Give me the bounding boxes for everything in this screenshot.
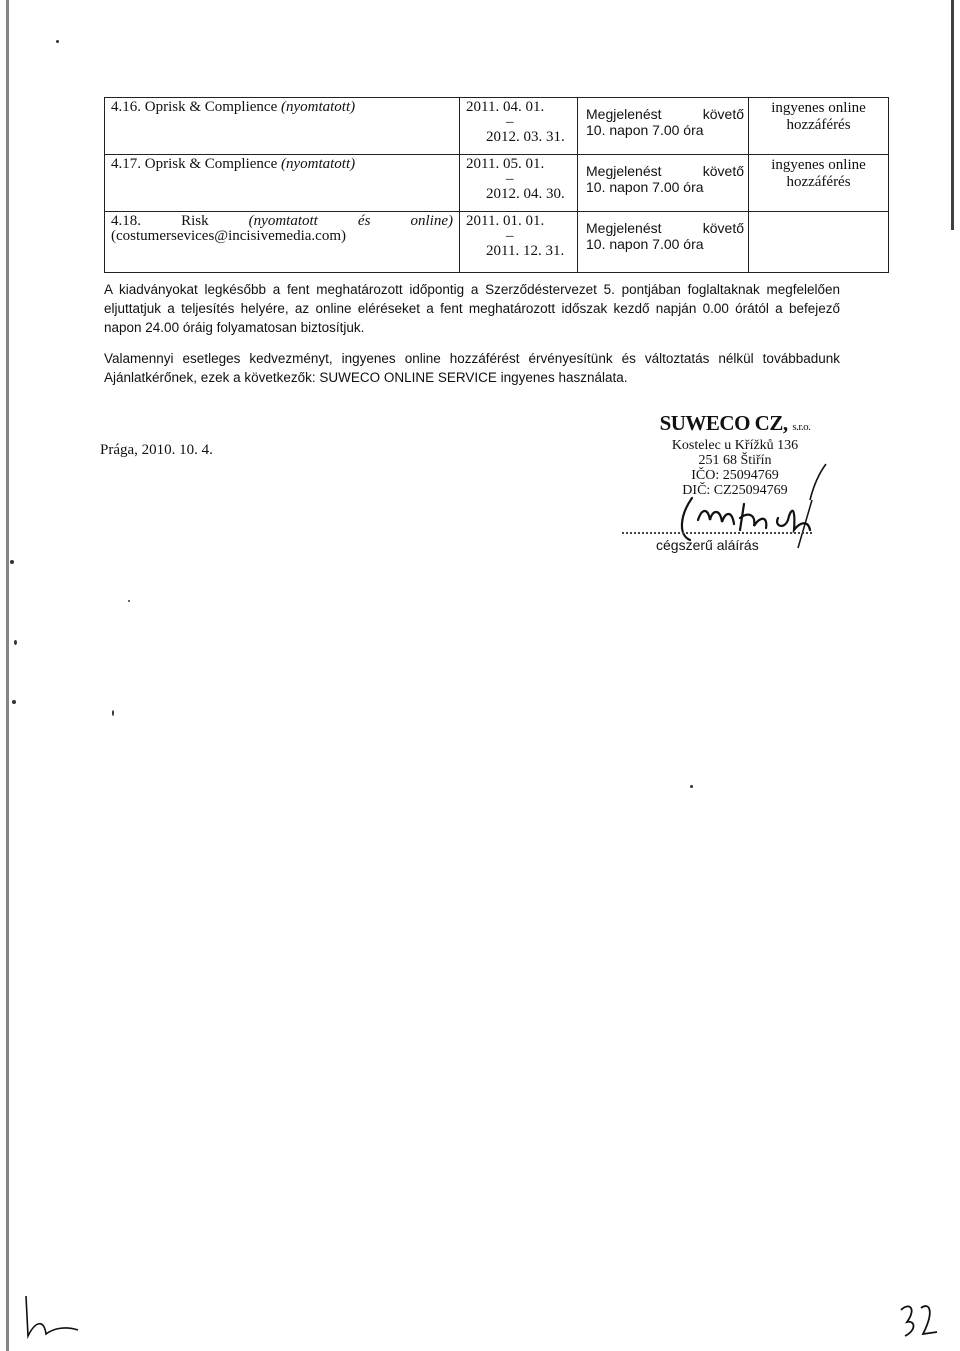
period-start: 2011. 01. 01. xyxy=(466,213,545,229)
period-end: 2011. 12. 31. xyxy=(486,243,565,259)
delivery-paragraph: A kiadványokat legkésőbb a fent meghatározott időpontig a Szerződéstervezet 5. pontjában foglaltaknak megfelelően eljuttatjuk a teljesítés helyére, az online eléréseket a fent meghatározott időszak kezdő napján 0.00 órától a befejező napon 24.00 óráig folyamatosan biztosítjuk. xyxy=(104,282,840,335)
appearance-word: Megjelenést xyxy=(586,220,662,236)
page-number-mark xyxy=(895,1300,945,1345)
stamp-ico: IČO: 25094769 xyxy=(691,468,779,483)
appearance-word: követő xyxy=(702,106,744,122)
period-end: 2012. 03. 31. xyxy=(486,129,565,145)
period-cell xyxy=(460,155,578,212)
access-text: ingyenes online xyxy=(771,157,866,173)
period-end: 2012. 04. 30. xyxy=(486,186,565,202)
appearance-time: 10. napon 7.00 óra xyxy=(586,179,704,195)
stamp-company-suffix: s.r.o. xyxy=(792,421,811,433)
appearance-word: követő xyxy=(702,163,744,179)
table-row xyxy=(105,98,889,155)
period-cell xyxy=(460,212,578,273)
offers-table xyxy=(104,97,889,273)
publication-format: online) xyxy=(410,213,453,229)
access-text: hozzáférés xyxy=(786,117,851,133)
access-text: hozzáférés xyxy=(786,174,851,190)
appearance-word: Megjelenést xyxy=(586,163,662,179)
appearance-word: Megjelenést xyxy=(586,106,662,122)
table-row xyxy=(105,155,889,212)
publication-email: (costumersevices@incisivemedia.com) xyxy=(111,228,346,244)
place-date: Prága, 2010. 10. 4. xyxy=(100,442,213,458)
appearance-cell xyxy=(578,155,749,212)
table-row xyxy=(105,212,889,273)
period-dash: – xyxy=(506,114,514,130)
publication-name-cell xyxy=(105,98,460,155)
scan-speck xyxy=(12,700,16,704)
access-cell xyxy=(749,212,889,273)
signature-caption: cégszerű aláírás xyxy=(656,537,759,553)
publication-name: 4.17. Oprisk & Complience xyxy=(111,156,281,172)
scan-speck xyxy=(690,785,693,788)
scan-edge-right xyxy=(951,0,954,230)
appearance-time: 10. napon 7.00 óra xyxy=(586,236,704,252)
publication-name-cell xyxy=(105,155,460,212)
pen-stroke-mark xyxy=(806,462,828,502)
period-start: 2011. 05. 01. xyxy=(466,156,545,172)
scan-speck xyxy=(14,640,17,645)
appearance-word: követő xyxy=(702,220,744,236)
publication-format: (nyomtatott xyxy=(248,213,318,229)
publication-name: Risk xyxy=(181,213,209,229)
discount-paragraph: Valamennyi esetleges kedvezményt, ingyenes online hozzáférést érvényesítünk és változtatás nélkül továbbadunk Ajánlatkérőnek, ezek a következők: SUWECO ONLINE SERVICE ingyenes használata. xyxy=(104,351,840,385)
period-cell xyxy=(460,98,578,155)
scan-speck xyxy=(56,40,59,43)
appearance-cell xyxy=(578,212,749,273)
period-dash: – xyxy=(506,171,514,187)
signature-line xyxy=(622,532,812,534)
scan-speck xyxy=(112,710,114,716)
publication-format: (nyomtatott) xyxy=(280,156,356,172)
access-cell xyxy=(749,98,889,155)
access-text: ingyenes online xyxy=(771,100,866,116)
appearance-time: 10. napon 7.00 óra xyxy=(586,122,704,138)
access-cell xyxy=(749,155,889,212)
stamp-address: Kostelec u Křížků 136 xyxy=(671,438,799,453)
period-dash: – xyxy=(506,228,514,244)
publication-number: 4.18. xyxy=(111,213,141,229)
stamp-postcode: 251 68 Štiřín xyxy=(698,453,772,468)
appearance-cell xyxy=(578,98,749,155)
stamp-dic: DIČ: CZ25094769 xyxy=(682,483,788,498)
scan-edge-left xyxy=(6,0,9,1351)
company-stamp xyxy=(640,412,830,498)
period-start: 2011. 04. 01. xyxy=(466,99,545,115)
publication-name: 4.16. Oprisk & Complience xyxy=(111,99,281,115)
scan-speck xyxy=(10,560,14,564)
publication-name-cell xyxy=(105,212,460,273)
stamp-company-name xyxy=(640,412,830,438)
scan-speck xyxy=(128,600,130,602)
margin-mark xyxy=(22,1290,82,1340)
publication-format: és xyxy=(357,213,371,229)
publication-format: (nyomtatott) xyxy=(280,99,356,115)
stamp-company: SUWECO CZ, xyxy=(659,411,788,435)
